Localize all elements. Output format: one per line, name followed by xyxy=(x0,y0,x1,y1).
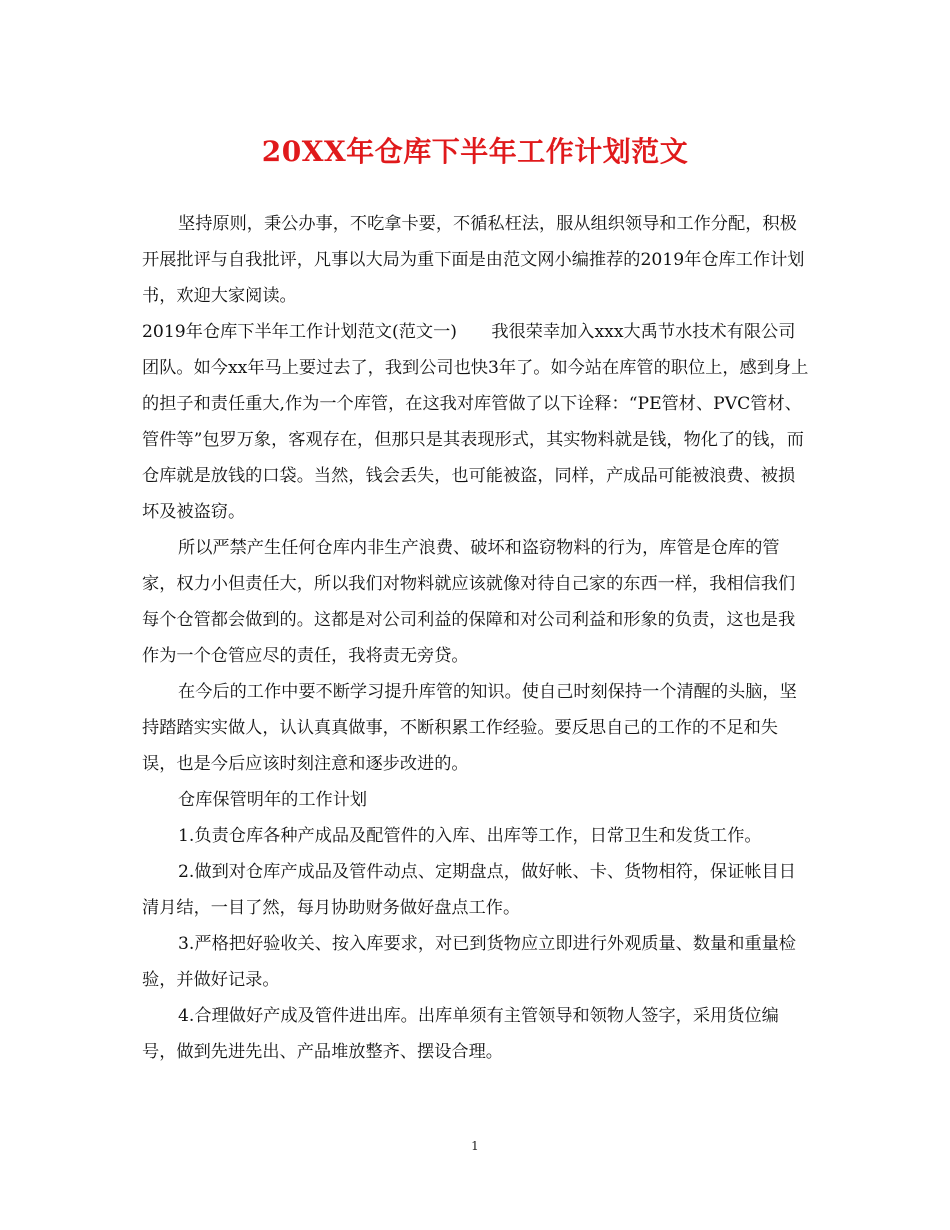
page-number: 1 xyxy=(471,1139,479,1153)
paragraph-sample-one: 2019年仓库下半年工作计划范文(范文一) 我很荣幸加入xxx大禹节水技术有限公司团队。如今xx年马上要过去了，我到公司也快3年了。如今站在库管的职位上，感到身上的担子和责任重大,作为一个库管，在这我对库管做了以下诠释：“PE管材、PVC管材、管件等”包罗万象，客观存在，但那只是其表现形式，其实物料就是钱，物化了的钱，而仓库就是放钱的口袋。当然，钱会丢失，也可能被盗，同样，产成品可能被浪费、被损坏及被盗窃。 xyxy=(142,322,809,522)
plan-item-3: 3.严格把好验收关、按入库要求，对已到货物应立即进行外观质量、数量和重量检验，并做好记录。 xyxy=(142,934,796,990)
document-title: 20XX年仓库下半年工作计划范文 xyxy=(261,135,689,168)
plan-item-2: 2.做到对仓库产成品及管件动点、定期盘点，做好帐、卡、货物相符，保证帐目日清月结，一目了然，每月协助财务做好盘点工作。 xyxy=(142,862,796,918)
plan-item-4: 4.合理做好产成及管件进出库。出库单须有主管领导和领物人签字，采用货位编号，做到先进先出、产品堆放整齐、摆设合理。 xyxy=(142,1006,779,1062)
paragraph-responsibility: 所以严禁产生任何仓库内非生产浪费、破坏和盗窃物料的行为，库管是仓库的管家，权力小但责任大，所以我们对物料就应该就像对待自己家的东西一样，我相信我们每个仓管都会做到的。这都是对公司利益的保障和对公司利益和形象的负责，这也是我作为一个仓管应尽的责任，我将责无旁贷。 xyxy=(142,538,796,666)
plan-item-1: 1.负责仓库各种产成品及配管件的入库、出库等工作，日常卫生和发货工作。 xyxy=(178,826,762,846)
paragraph-learning: 在今后的工作中要不断学习提升库管的知识。使自己时刻保持一个清醒的头脑，坚持踏踏实实做人，认认真真做事，不断积累工作经验。要反思自己的工作的不足和失误，也是今后应该时刻注意和逐步改进的。 xyxy=(142,682,797,774)
document-body xyxy=(142,206,812,1070)
section-heading-plan: 仓库保管明年的工作计划 xyxy=(178,790,368,810)
paragraph-intro: 坚持原则，秉公办事，不吃拿卡要，不循私枉法，服从组织领导和工作分配，积极开展批评与自我批评，凡事以大局为重下面是由范文网小编推荐的2019年仓库工作计划书，欢迎大家阅读。 xyxy=(142,214,805,306)
